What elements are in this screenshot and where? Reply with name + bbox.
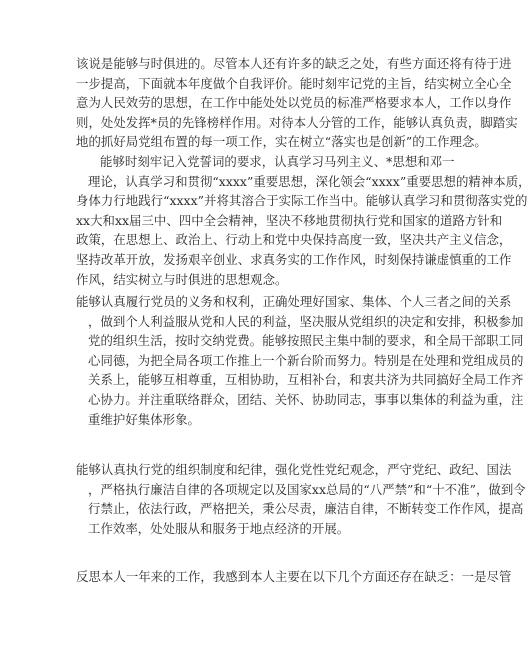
paragraph-line: 能够认真执行党的组织制度和纪律，强化党性党纪观念，严守党纪、政纪、国法 — [76, 462, 512, 477]
paragraph-line: 重维护好集体形象。 — [88, 411, 200, 427]
paragraph-line: 行禁止，依法行政，严格把关，秉公尽责，廉洁自律，不断转变工作作风，提高 — [88, 501, 524, 517]
paragraph-line: 心同德，为把全局各项工作推上一个新台阶而努力。特别是在处理和党组成员的 — [88, 352, 524, 368]
paragraph-line: 则，处处发挥*员的先锋榜样作用。对待本人分管的工作，能够认真负责，脚踏实 — [76, 114, 518, 130]
paragraph-line: 作风，结实树立与时俱进的思想观念。 — [76, 271, 288, 287]
paragraph-1 — [76, 54, 518, 152]
paragraph-line: 一步提高，下面就本年度做个自我评价。能时刻牢记党的主旨，结实树立全心全 — [76, 75, 512, 91]
paragraph-5 — [76, 567, 512, 587]
paragraph-line: 政策，在思想上、政治上、行动上和党中央保持高度一致，坚决共产主义信念， — [76, 232, 512, 248]
paragraph-line: 反思本人一年来的工作，我感到本人主要在以下几个方面还存在缺乏：一是尽管 — [76, 569, 512, 584]
paragraph-line: 坚持改革开放，发扬艰辛创业、求真务实的工作作风，时刻保持谦虚慎重的工作 — [76, 251, 512, 267]
paragraph-line: 关系上，能够互相尊重，互相协助，互相补台，和衷共济为共同搞好全局工作齐 — [88, 372, 524, 388]
paragraph-line: ，做到个人利益服从党和人民的利益，坚决服从党组织的决定和安排，积极参加 — [88, 313, 524, 329]
paragraph-2 — [76, 152, 531, 289]
paragraph-line: 该说是能够与时俱进的。尽管本人还有许多的缺乏之处，有些方面还将有待于进 — [76, 56, 512, 71]
paragraph-line: ，严格执行廉洁自律的各项规定以及国家xx总局的“八严禁”和“十不准”，做到令 — [88, 481, 526, 497]
paragraph-line: 身体力行地践行“xxxx”并将其溶合于实际工作当中。能够认真学习和贯彻落实党的 — [76, 193, 528, 209]
paragraph-line: 能够认真履行党员的义务和权利，正确处理好国家、集体、个人三者之间的关系 — [76, 294, 512, 309]
paragraph-line: 党的组织生活，按时交纳党费。能够按照民主集中制的要求，和全局干部职工同 — [88, 333, 524, 349]
paragraph-3 — [76, 292, 524, 429]
paragraph-line: 心协力。并注重联络群众，团结、关怀、协助同志，事事以集体的利益为重，注 — [88, 391, 524, 407]
paragraph-line: 地的抓好局党组布置的每一项工作，实在树立“落实也是创新”的工作理念。 — [76, 134, 487, 150]
paragraph-line: 工作效率，处处服从和服务于地点经济的开展。 — [88, 520, 350, 536]
paragraph-4 — [76, 460, 526, 538]
paragraph-line: 理论，认真学习和贯彻“xxxx”重要思想，深化领会“xxxx”重要思想的精神本质， — [88, 173, 531, 189]
paragraph-line: 意为人民效劳的思想，在工作中能处处以党员的标准严格要求本人，工作以身作 — [76, 95, 512, 111]
paragraph-line: 能够时刻牢记入党誓词的要求，认真学习马列主义、*思想和邓一 — [100, 154, 455, 169]
paragraph-line: xx大和xx届三中、四中全会精神，坚决不移地贯彻执行党和国家的道路方针和 — [76, 212, 503, 228]
